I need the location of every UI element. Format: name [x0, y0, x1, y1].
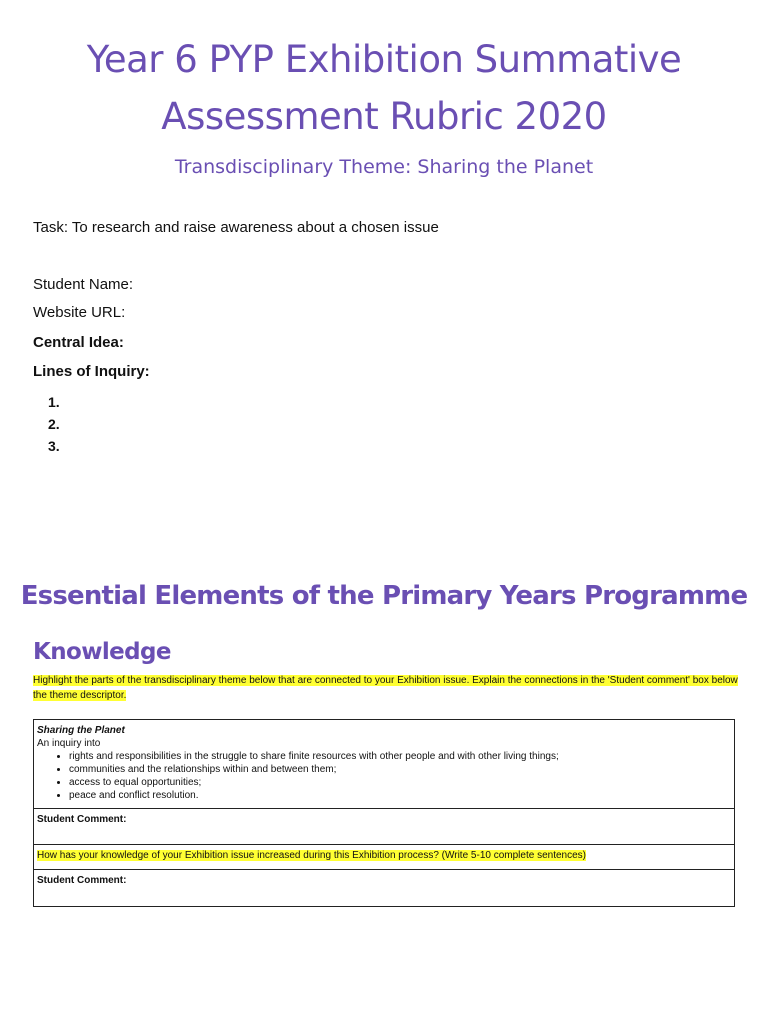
task-text: Task: To research and raise awareness about a chosen issue	[33, 219, 439, 236]
page-title-line-1: Year 6 PYP Exhibition Summative	[86, 38, 682, 81]
inquiry-item-2: 2.	[48, 416, 60, 432]
theme-bullet: • communities and the relationships within and between them;	[69, 763, 731, 776]
theme-bullet: • access to equal opportunities;	[69, 776, 731, 789]
theme-bullet: • peace and conflict resolution.	[69, 789, 731, 802]
knowledge-instruction	[33, 673, 738, 703]
inquiry-list	[48, 391, 60, 457]
theme-subtitle: Transdisciplinary Theme: Sharing the Planet	[174, 156, 594, 178]
student-comment-cell-1[interactable]	[34, 808, 734, 844]
lines-of-inquiry-label: Lines of Inquiry:	[33, 363, 150, 380]
knowledge-heading: Knowledge	[33, 639, 171, 665]
theme-descriptor-cell	[34, 720, 734, 808]
theme-bullet: • rights and responsibilities in the struggle to share finite resources with other people and with other living things;	[69, 750, 731, 763]
inquiry-item-3: 3.	[48, 438, 60, 454]
student-comment-label: Student Comment:	[37, 875, 127, 886]
central-idea-label: Central Idea:	[33, 334, 124, 351]
student-comment-cell-2[interactable]	[34, 869, 734, 906]
section-heading: Essential Elements of the Primary Years Programme	[20, 581, 748, 611]
theme-title: Sharing the Planet	[37, 725, 125, 736]
knowledge-question: How has your knowledge of your Exhibition issue increased during this Exhibition process? (Write 5-10 complete sentences)	[37, 850, 586, 861]
page-title-line-2: Assessment Rubric 2020	[161, 95, 607, 138]
theme-intro: An inquiry into	[37, 738, 101, 749]
theme-bullets	[51, 750, 731, 802]
question-cell	[34, 844, 734, 869]
knowledge-rubric-table	[33, 719, 735, 907]
instruction-highlight: Highlight the parts of the transdisciplinary theme below that are connected to your Exhibition issue. Explain the connections in the 'Student comment' box below the theme descriptor.	[33, 675, 738, 701]
student-name-label: Student Name:	[33, 276, 134, 293]
inquiry-item-1: 1.	[48, 394, 60, 410]
website-url-label: Website URL:	[33, 304, 126, 321]
student-comment-label: Student Comment:	[37, 814, 127, 825]
